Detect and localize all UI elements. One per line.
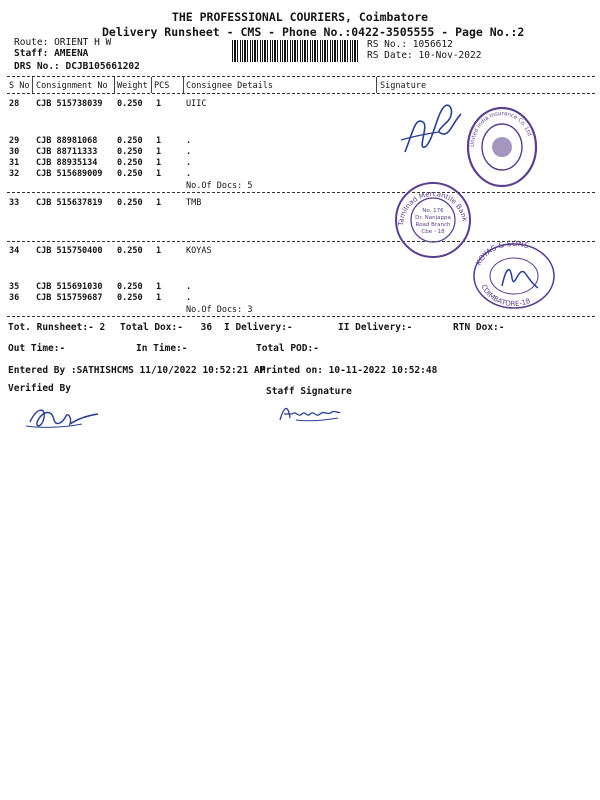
row-pcs: 1: [156, 147, 162, 157]
row-consignment: CJB 515691030: [36, 282, 103, 292]
row-details: .: [186, 158, 192, 168]
koyas-stamp-top: KOYAS & SONS: [473, 238, 530, 267]
rtn-dox: RTN Dox:-: [453, 322, 505, 333]
row-sno: 35: [9, 282, 20, 292]
rs-date-value: 10-Nov-2022: [418, 50, 482, 61]
row-details: .: [186, 147, 192, 157]
row-details: TMB: [186, 198, 202, 208]
row-consignment: CJB 515738039: [36, 99, 103, 109]
drs-label: DRS No.:: [14, 61, 60, 72]
tmb-stamp-ring: Tamilnad Mercantile Bank Ltd: [390, 172, 469, 227]
verified-by: Verified By: [8, 383, 71, 394]
row-sno: 31: [9, 158, 20, 168]
i-delivery: I Delivery:-: [224, 322, 293, 333]
rs-no-label: RS No.:: [367, 39, 408, 50]
row-weight: 0.250: [117, 198, 143, 208]
row-weight: 0.250: [117, 158, 143, 168]
tmb-line-1: No. 176: [422, 208, 444, 214]
drs-line: [14, 61, 140, 72]
tmb-line-2: Dr. Nanjappa: [415, 215, 451, 221]
ii-delivery: II Delivery:-: [338, 322, 413, 333]
staff-value: AMEENA: [54, 48, 89, 59]
divider: [7, 93, 595, 94]
column-divider: [376, 77, 377, 93]
route-line: [14, 37, 111, 48]
drs-value: DCJB105661202: [65, 61, 140, 72]
col-header-pcs: PCS: [154, 81, 170, 91]
column-divider: [151, 77, 152, 93]
column-divider: [32, 77, 33, 93]
in-time: In Time:-: [136, 343, 188, 354]
svg-text:KOYAS & SONS: [474, 239, 530, 267]
verifier-signature-icon: [22, 398, 102, 434]
row-pcs: 1: [156, 136, 162, 146]
divider: [7, 192, 595, 193]
col-header-consignment: Consignment No: [36, 81, 108, 91]
rs-date-label: RS Date:: [367, 50, 413, 61]
row-sno: 30: [9, 147, 20, 157]
row-details: .: [186, 136, 192, 146]
svg-text:COIMBATORE-18: [479, 283, 531, 308]
runsheet-subtitle: Delivery Runsheet - CMS - Phone No.:0422-3505555 - Page No.:2: [102, 25, 525, 39]
tot-runsheet: Tot. Runsheet:- 2: [8, 322, 106, 333]
row-pcs: 1: [156, 99, 162, 109]
divider: [7, 316, 595, 317]
column-divider: [183, 77, 184, 93]
row-weight: 0.250: [117, 147, 143, 157]
barcode: [232, 40, 360, 62]
tmb-stamp-icon: [390, 172, 473, 260]
row-consignment: CJB 515689009: [36, 169, 103, 179]
row-details: .: [186, 282, 192, 292]
row-consignment: CJB 515759687: [36, 293, 103, 303]
total-dox-value: 36: [200, 322, 213, 333]
row-weight: 0.250: [117, 293, 143, 303]
row-consignment: CJB 88711333: [36, 147, 98, 157]
rs-no-line: [367, 39, 453, 50]
koyas-stamp-icon: [468, 238, 560, 310]
row-consignment: CJB 88981068: [36, 136, 98, 146]
row-consignment: CJB 515637819: [36, 198, 103, 208]
staff-line: [14, 48, 88, 59]
total-pod: Total POD:-: [256, 343, 319, 354]
uiic-stamp-icon: [464, 104, 540, 190]
col-header-signature: Signature: [380, 81, 427, 91]
row-weight: 0.250: [117, 169, 143, 179]
koyas-stamp-bottom: COIMBATORE-18: [479, 283, 532, 309]
total-dox: [120, 322, 212, 333]
staff-signature-label: Staff Signature: [266, 386, 352, 397]
company-title: THE PROFESSIONAL COURIERS, Coimbatore: [171, 10, 429, 24]
row-weight: 0.250: [117, 282, 143, 292]
divider: [7, 76, 595, 77]
row-consignment: CJB 515750400: [36, 246, 103, 256]
row-pcs: 1: [156, 282, 162, 292]
route-label: Route:: [14, 37, 49, 48]
rs-date-line: [367, 50, 481, 61]
out-time: Out Time:-: [8, 343, 66, 354]
total-dox-label: Total Dox:-: [120, 322, 183, 333]
row-weight: 0.250: [117, 136, 143, 146]
col-header-sno: S No: [9, 81, 30, 91]
row-pcs: 1: [156, 169, 162, 179]
row-pcs: 1: [156, 198, 162, 208]
row-pcs: 1: [156, 293, 162, 303]
row-sno: 28: [9, 99, 20, 109]
row-sno: 36: [9, 293, 20, 303]
row-sno: 33: [9, 198, 20, 208]
row-weight: 0.250: [117, 246, 143, 256]
col-header-weight: Weight: [117, 81, 148, 91]
col-header-consignee: Consignee Details: [186, 81, 273, 91]
tmb-line-3: Road Branch: [415, 222, 451, 228]
row-pcs: 1: [156, 246, 162, 256]
row-sno: 32: [9, 169, 20, 179]
row-details: .: [186, 293, 192, 303]
printed-on: Printed on: 10-11-2022 10:52:48: [260, 365, 438, 376]
docs-count-group1: No.Of Docs: 5: [186, 181, 253, 191]
docs-count-group2: No.Of Docs: 3: [186, 305, 253, 315]
row-sno: 34: [9, 246, 20, 256]
row-details: UIIC: [186, 99, 207, 109]
column-divider: [114, 77, 115, 93]
row-sno: 29: [9, 136, 20, 146]
route-value: ORIENT H W: [54, 37, 112, 48]
uiic-stamp-ring: United India Insurance Co. Ltd: [469, 110, 533, 148]
row-weight: 0.250: [117, 99, 143, 109]
row-details: KOYAS: [186, 246, 212, 256]
row-details: .: [186, 169, 192, 179]
staff-label: Staff:: [14, 48, 49, 59]
row-consignment: CJB 88935134: [36, 158, 98, 168]
uiic-signature-icon: [395, 92, 465, 172]
rs-no-value: 1056612: [412, 39, 453, 50]
row-pcs: 1: [156, 158, 162, 168]
staff-signature-icon: [274, 400, 344, 426]
tmb-line-4: Cbe - 18: [421, 229, 445, 235]
entered-by: Entered By :SATHISHCMS 11/10/2022 10:52:21 AM: [8, 365, 266, 376]
